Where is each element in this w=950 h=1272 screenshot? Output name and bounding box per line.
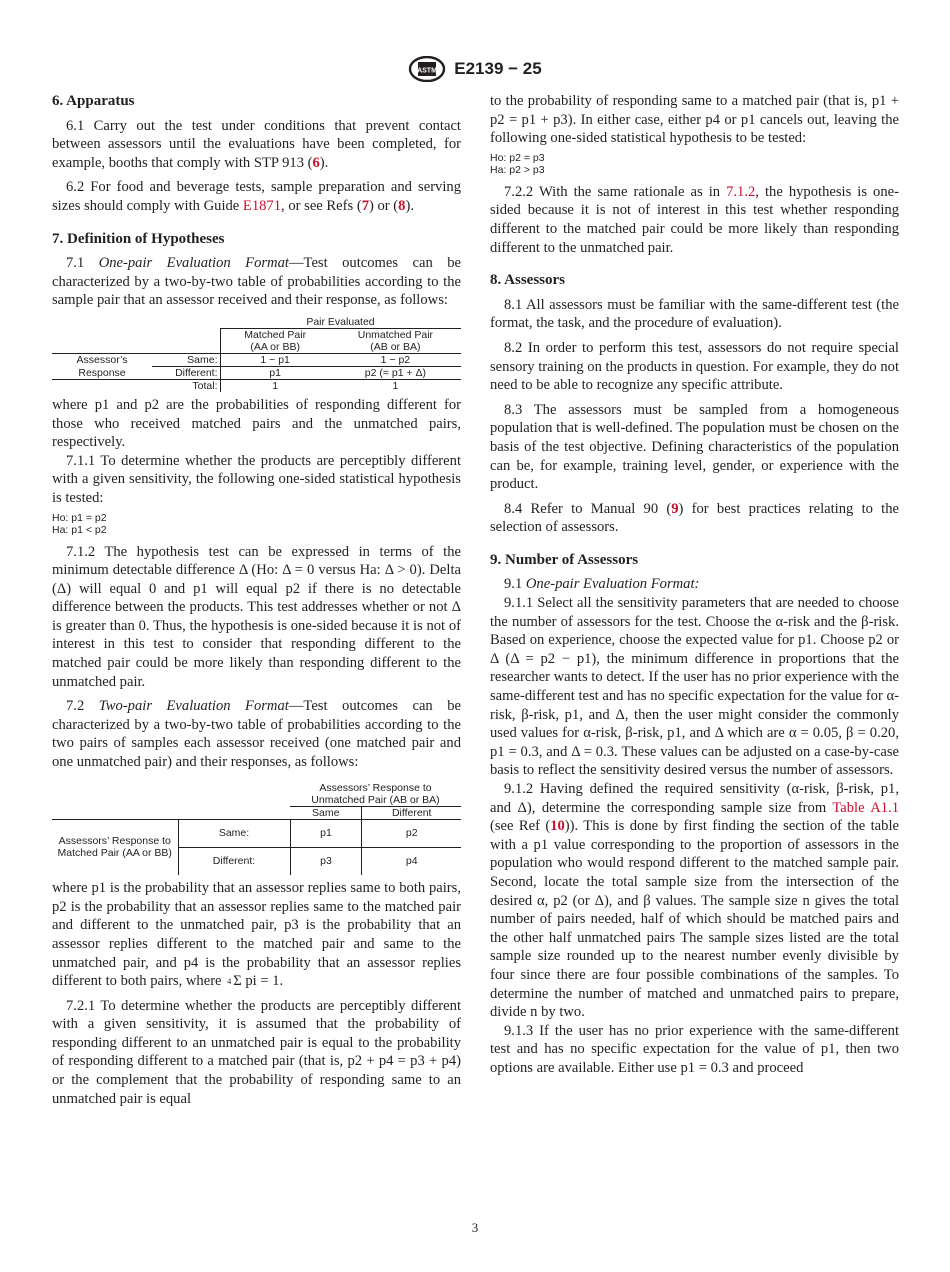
table1-matched-header: Matched Pair bbox=[244, 328, 307, 341]
table1-cell: 1 − p1 bbox=[220, 353, 330, 366]
paragraph-9-1-2: 9.1.2 Having defined the required sensitivity (α-risk, β-risk, p1, and Δ), determine the corresponding sample size from Table A1.1 (see Ref (10)). This is done by first finding the section of the table with a p1 value corresponding to the proportion of assessors in the population who would respond different to the matched sample pair. Second, locate the total sample size from the intersection of the desired α, p2 (or Δ), and β values. The sample size n gives the total number of pairs needed, half of which should be matched pairs and the other half unmatched pairs The sample sizes listed are the total sample size rounded up to the nearest number evenly divisible by four since there are four possible combinations of the samples. To determine the number of matched and unmatched pairs to prepare, divide n by two. bbox=[490, 781, 900, 1021]
table1-cell: p2 (= p1 + Δ) bbox=[330, 366, 461, 379]
paragraph-7-2-1-continued: to the probability of responding same to a matched pair (that is, p1 + p2 = p1 + p3). In either case, either p4 or p1 cancels out, leaving the following one-sided statistical hypothesis to be tested: bbox=[490, 93, 899, 147]
paragraph-7-2-1: 7.2.1 To determine whether the products are perceptibly different with a given sensitivity, it is assumed that the probability of responding different to an unmatched pair is equal to the probability of responding different to a matched pair (that is, p2 + p4 = p3 + p4) or the complement that the probability of responding same to an unmatched pair is equal bbox=[52, 997, 461, 1107]
page-number: 3 bbox=[471, 1220, 479, 1235]
paragraph-7-2: 7.2 Two-pair Evaluation Format—Test outcomes can be characterized by a two-by-two table of probabilities according to the two pairs of samples each assessor received (one matched pair and one unmatched pair) and their responses, as follows: bbox=[52, 698, 461, 771]
section-7-heading: 7. Definition of Hypotheses bbox=[52, 230, 225, 247]
probability-table-one-pair: Pair Evaluated Matched Pair Unmatched Pair (AA or BB) (AB or BA) Assessor’s Same: 1 − p1 1 − p2 Response Different: p1 p2 (= p1 + Δ) Total: 1 1 bbox=[52, 316, 461, 392]
svg-text:ASTM: ASTM bbox=[417, 67, 438, 75]
table2-cell: p4 bbox=[405, 855, 418, 868]
section-link-7-1-2[interactable]: 7.1.2 bbox=[726, 183, 756, 200]
table2-cell: p2 bbox=[362, 819, 461, 847]
ref-link-6[interactable]: 6 bbox=[312, 154, 320, 171]
table1-unmatched-header: Unmatched Pair bbox=[357, 328, 434, 341]
hypothesis-block-2: Ho: p2 = p3 Ha: p2 > p3 bbox=[490, 151, 545, 177]
standard-designation: E2139 − 25 bbox=[454, 59, 542, 78]
paragraph-8-3: 8.3 The assessors must be sampled from a homogeneous population that is well-defined. The population must be chosen on the basis of the test objective. Defining characteristics of the population can be, for example, training level, gender, or experience with the product. bbox=[490, 401, 899, 493]
paragraph-where-p1-p2: where p1 and p2 are the probabilities of responding different for those who received matched pairs and the unmatched pairs, respectively. bbox=[52, 396, 461, 451]
section-8-heading: 8. Assessors bbox=[490, 272, 566, 289]
ref-link-8[interactable]: 8 bbox=[398, 197, 406, 214]
paragraph-7-1-1: 7.1.1 To determine whether the products are perceptibly different with a given sensitivity, the following one-sided statistical hypothesis is tested: bbox=[52, 452, 461, 506]
paragraph-8-2: 8.2 In order to perform this test, assessors do not require special sensory training on the products in question. For example, they do not need to be able to recognize any specific attribute. bbox=[490, 339, 899, 394]
ref-link-10[interactable]: 10 bbox=[550, 818, 565, 835]
table2-cell: p3 bbox=[290, 847, 362, 875]
table2-row-header: Assessors’ Response to Matched Pair (AA or BB) bbox=[52, 819, 178, 875]
paragraph-9-1-1: 9.1.1 Select all the sensitivity parameters that are needed to choose the number of assessors for the test. Choose the α-risk and the β-risk. Based on experience, choose the expected value for p1. Choose p2 or Δ (Δ = p2 − p1), the minimum difference in proportions that the researcher wants to detect. If the user has no prior experience with the same-different test and has no specific expectation for the value for α-risk, β-risk, p1, and Δ, then the user might consider the commonly used values for α-risk, β-risk, p1, and Δ which are α = 0.05, β = 0.20, p1 = 0.3, and Δ = 0.3. These values can be adjusted on a case-by-case basis to reflect the sensitivity desired versus the number of assessors. bbox=[490, 595, 899, 779]
right-column bbox=[490, 92, 899, 1078]
table2-col-different: Different bbox=[362, 806, 461, 819]
probability-table-two-pair: Assessors’ Response to Unmatched Pair (AB or BA) Same Different Assessors’ Response to Matched Pair (AA or BB) Same: p1 p2 Different: p3 p4 bbox=[52, 782, 461, 876]
table1-cell: p1 bbox=[220, 366, 330, 379]
left-column bbox=[52, 92, 461, 1114]
section-6-heading: 6. Apparatus bbox=[52, 93, 135, 109]
paragraph-7-2-2: 7.2.2 With the same rationale as in 7.1.2, the hypothesis is one-sided because it is not of interest in this test whether responding different to the matched pair could be more likely than responding different to the unmatched pair. bbox=[490, 183, 899, 256]
paragraph-7-1: 7.1 One-pair Evaluation Format—Test outcomes can be characterized by a two-by-two table of probabilities according to the sample pair that an assessor received and their response, as follows: bbox=[52, 255, 461, 309]
ref-link-7[interactable]: 7 bbox=[361, 197, 369, 214]
paragraph-9-1: 9.1 One-pair Evaluation Format: bbox=[504, 576, 700, 593]
hypothesis-block-1: Ho: p1 = p2 Ha: p1 < p2 bbox=[52, 511, 107, 536]
astm-logo-icon bbox=[408, 56, 446, 82]
paragraph-7-1-2: 7.1.2 The hypothesis test can be expressed in terms of the minimum detectable difference Δ (Ho: Δ = 0 versus Ha: Δ > 0). Delta (Δ) will equal 0 and p1 will equal p2 if there is no detectable difference between the products. This test addresses whether or not Δ is greater than 0. Thus, the hypothesis is one-sided because it is not of interest in this test to consider that responding different to the matched pair could be more likely than responding different to the unmatched pair. bbox=[52, 543, 461, 690]
table1-cell: 1 bbox=[272, 379, 279, 392]
section-9-heading: 9. Number of Assessors bbox=[490, 551, 639, 568]
paragraph-9-1-3: 9.1.3 If the user has no prior experience with the same-different test and has no specific expectation for the value of p1, then two options are available. Either use p1 = 0.3 and proceed bbox=[490, 1022, 899, 1076]
paragraph-6-2: 6.2 For food and beverage tests, sample preparation and serving sizes should comply with Guide E1871, or see Refs (7) or (8). bbox=[52, 179, 461, 214]
table1-cell: 1 bbox=[392, 379, 399, 392]
table2-col-same: Same bbox=[290, 806, 362, 819]
table-link-a1-1[interactable]: Table A1.1 bbox=[832, 799, 900, 816]
paragraph-8-4: 8.4 Refer to Manual 90 (9) for best practices relating to the selection of assessors. bbox=[490, 500, 899, 536]
table1-cell: 1 − p2 bbox=[330, 353, 461, 366]
paragraph-8-1: 8.1 All assessors must be familiar with the same-different test (the format, the task, and the procedure of evaluation). bbox=[490, 296, 899, 332]
guide-link-e1871[interactable]: E1871 bbox=[242, 197, 282, 214]
table2-cell: p1 bbox=[290, 819, 362, 847]
table1-pair-evaluated: Pair Evaluated bbox=[220, 316, 461, 329]
paragraph-6-1: 6.1 Carry out the test under conditions that prevent contact between assessors until the evaluations have been completed, for example, booths that comply with STP 913 (6). bbox=[52, 117, 461, 171]
page-header bbox=[0, 56, 950, 87]
ref-link-9[interactable]: 9 bbox=[671, 500, 679, 517]
summation-symbol: 4 bbox=[227, 976, 232, 986]
paragraph-where-p1-p4: where p1 is the probability that an assessor replies same to both pairs, p2 is the probability that an assessor replies same to the matched pair and different to the unmatched pair, p3 is the probability that an assessor replies different to the matched pair and same to the unmatched pair, and p4 is the probability that an assessor replies different to both pairs, where 4 Σ pi = 1. bbox=[52, 880, 461, 990]
